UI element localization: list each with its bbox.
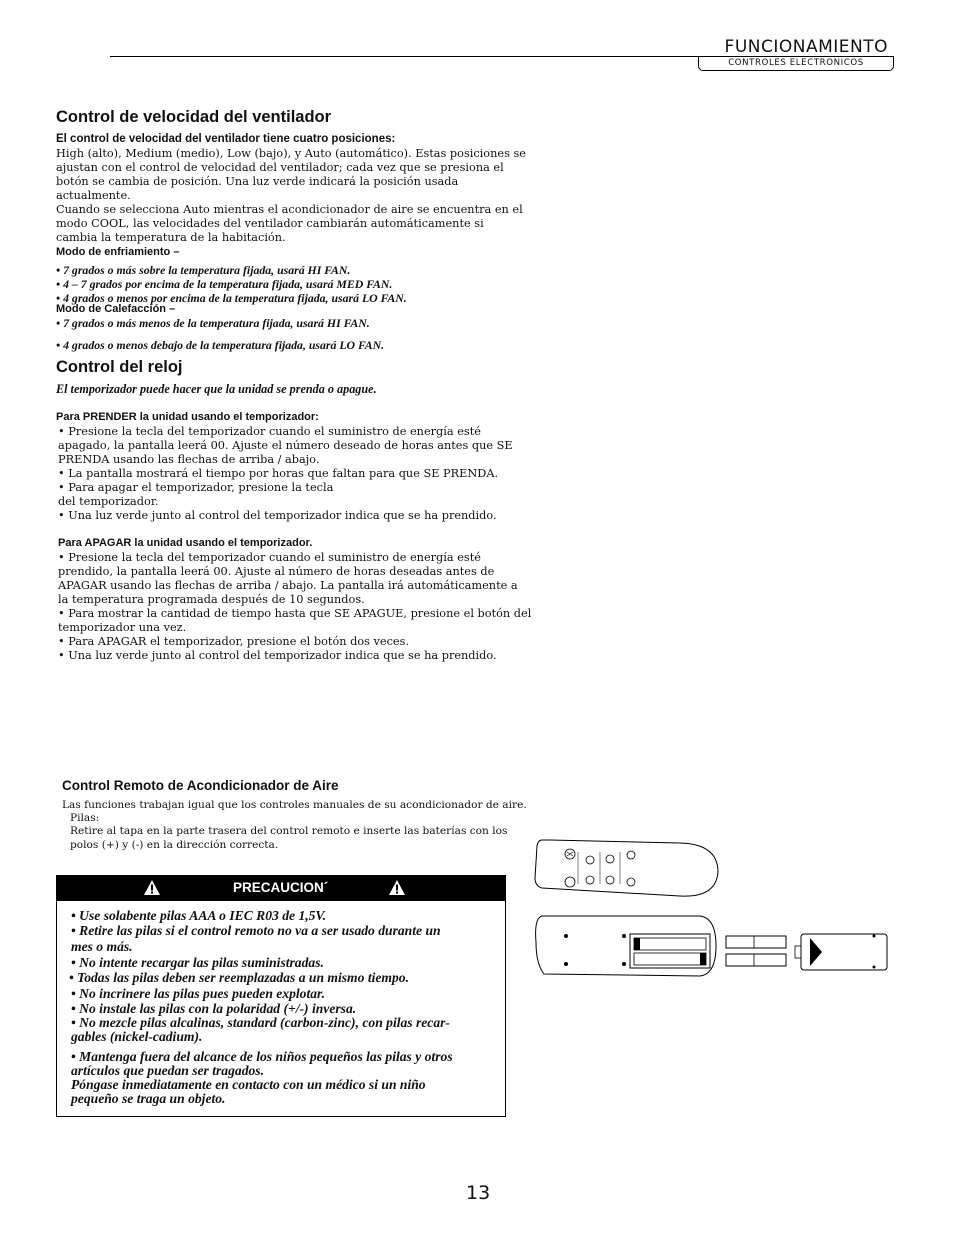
fan-para-line: High (alto), Medium (medio), Low (bajo), y Auto (automático). Estas posiciones se (56, 147, 526, 160)
fan-para-line: Cuando se selecciona Auto mientras el acondicionador de aire se encuentra en el (56, 203, 523, 216)
caution-line: • No mezcle pilas alcalinas, standard (carbon-zinc), con pilas recar- (71, 1015, 450, 1030)
timer-off-line: la temperatura programada después de 10 segundos. (58, 593, 365, 606)
timer-off-line: • Para mostrar la cantidad de tiempo hasta que SE APAGUE, presione el botón del (58, 607, 532, 620)
fan-para-line: modo COOL, las velocidades del ventilador cambiarán automáticamente si (56, 217, 484, 230)
timer-on-line: • Presione la tecla del temporizador cuando el suministro de energía esté (58, 425, 481, 438)
timer-on-heading: Para PRENDER la unidad usando el temporizador: (56, 411, 319, 423)
timer-off-line: APAGAR usando las flechas de arriba / abajo. La pantalla irá automáticamente a (58, 579, 518, 592)
timer-on-line: • Una luz verde junto al control del temporizador indica que se ha prendido. (58, 509, 497, 522)
timer-off-line: temporizador una vez. (58, 621, 187, 634)
timer-off-line: prendido, la pantalla leerá 00. Ajuste al número de horas deseadas antes de (58, 565, 495, 578)
caution-line: Póngase inmediatamente en contacto con un médico si un niño (71, 1077, 426, 1092)
caution-line: • No instale las pilas con la polaridad (+/-) inversa. (71, 1001, 357, 1016)
remote-line: Las funciones trabajan igual que los controles manuales de su acondicionador de aire. (62, 799, 527, 811)
timer-on-line: • Para apagar el temporizador, presione la tecla (58, 481, 334, 494)
heat-mode-heading: Modo de Calefacción – (56, 303, 176, 315)
caution-line: gables (nickel-cadium). (71, 1029, 203, 1044)
caution-title: PRECAUCION´ (233, 880, 329, 895)
clock-heading: Control del reloj (56, 358, 183, 376)
caution-line: • Retire las pilas si el control remoto no va a ser usado durante un (71, 923, 441, 938)
section-header (698, 38, 894, 70)
battery-icon (726, 936, 786, 966)
caution-line: mes o más. (71, 939, 133, 954)
remote-back-icon (536, 916, 716, 976)
heat-mode-item: • 7 grados o más menos de la temperatura fijada, usará HI FAN. (56, 316, 370, 330)
remote-line: Retire al tapa en la parte trasera del control remoto e inserte las baterías con los (70, 825, 508, 837)
page-number: 13 (466, 1182, 491, 1204)
heat-mode-item: • 4 grados o menos debajo de la temperatura fijada, usará LO FAN. (56, 338, 385, 352)
warning-icon (388, 879, 406, 896)
remote-line: Pilas: (70, 812, 100, 824)
remote-battery-illustration (530, 834, 892, 984)
fan-para-line: ajustan con el control de velocidad del ventilador; cada vez que se presiona el (56, 161, 504, 174)
caution-bar (57, 876, 505, 901)
fan-para-line: botón se cambia de posición. Una luz verde indicará la posición usada (56, 175, 459, 188)
fan-para-line: actualmente. (56, 189, 131, 202)
caution-line: • Use solabente pilas AAA o IEC R03 de 1,5V. (71, 908, 327, 923)
caution-line: • No incrinere las pilas pues pueden explotar. (71, 986, 325, 1001)
remote-line: polos (+) y (-) en la dirección correcta. (70, 839, 279, 851)
cool-mode-item: • 4 grados o menos por encima de la temperatura fijada, usará LO FAN. (56, 291, 407, 305)
section-title: FUNCIONAMIENTO (724, 37, 888, 57)
caution-line: • No intente recargar las pilas suministradas. (71, 955, 324, 970)
section-subtitle: CONTROLES ELECTRONICOS (698, 56, 894, 71)
timer-off-line: • Presione la tecla del temporizador cuando el suministro de energía esté (58, 551, 481, 564)
caution-line: • Mantenga fuera del alcance de los niños pequeños las pilas y otros (71, 1049, 453, 1064)
timer-off-line: • Para APAGAR el temporizador, presione el botón dos veces. (58, 635, 410, 648)
timer-on-line: apagado, la pantalla leerá 00. Ajuste el número deseado de horas antes que SE (58, 439, 513, 452)
caution-box (56, 875, 506, 1117)
remote-front-icon (535, 840, 718, 896)
timer-on-line: PRENDA usando las flechas de arriba / abajo. (58, 453, 320, 466)
battery-cover-icon (795, 934, 887, 970)
fan-para-line: cambia la temperatura de la habitación. (56, 231, 286, 244)
timer-off-heading: Para APAGAR la unidad usando el temporizador. (58, 537, 313, 549)
timer-on-line: del temporizador. (58, 495, 159, 508)
clock-intro: El temporizador puede hacer que la unidad se prenda o apague. (56, 382, 377, 396)
fan-heading: Control de velocidad del ventilador (56, 108, 332, 126)
warning-icon (143, 879, 161, 896)
cool-mode-heading: Modo de enfriamiento – (56, 246, 180, 258)
caution-line: artículos que puedan ser tragados. (71, 1063, 264, 1078)
cool-mode-item: • 7 grados o más sobre la temperatura fijada, usará HI FAN. (56, 263, 351, 277)
caution-line: • Todas las pilas deben ser reemplazadas a un mismo tiempo. (69, 970, 409, 985)
cool-mode-item: • 4 – 7 grados por encima de la temperatura fijada, usará MED FAN. (56, 277, 393, 291)
timer-off-line: • Una luz verde junto al control del temporizador indica que se ha prendido. (58, 649, 497, 662)
timer-on-line: • La pantalla mostrará el tiempo por horas que faltan para que SE PRENDA. (58, 467, 499, 480)
caution-line: pequeño se traga un objeto. (71, 1091, 226, 1106)
remote-heading: Control Remoto de Acondicionador de Aire (62, 778, 339, 793)
fan-lead: El control de velocidad del ventilador tiene cuatro posiciones: (56, 133, 396, 145)
